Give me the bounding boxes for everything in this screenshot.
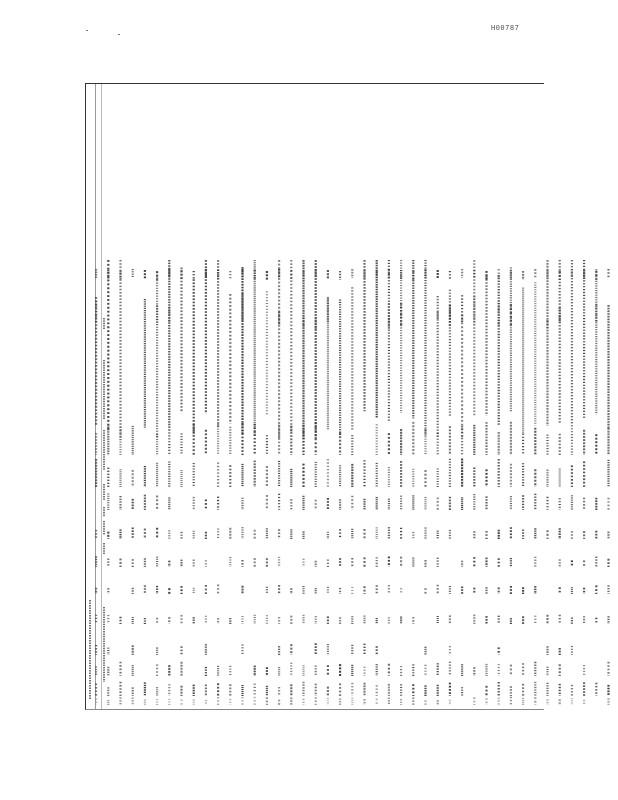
page-number: H00787 xyxy=(491,24,520,32)
